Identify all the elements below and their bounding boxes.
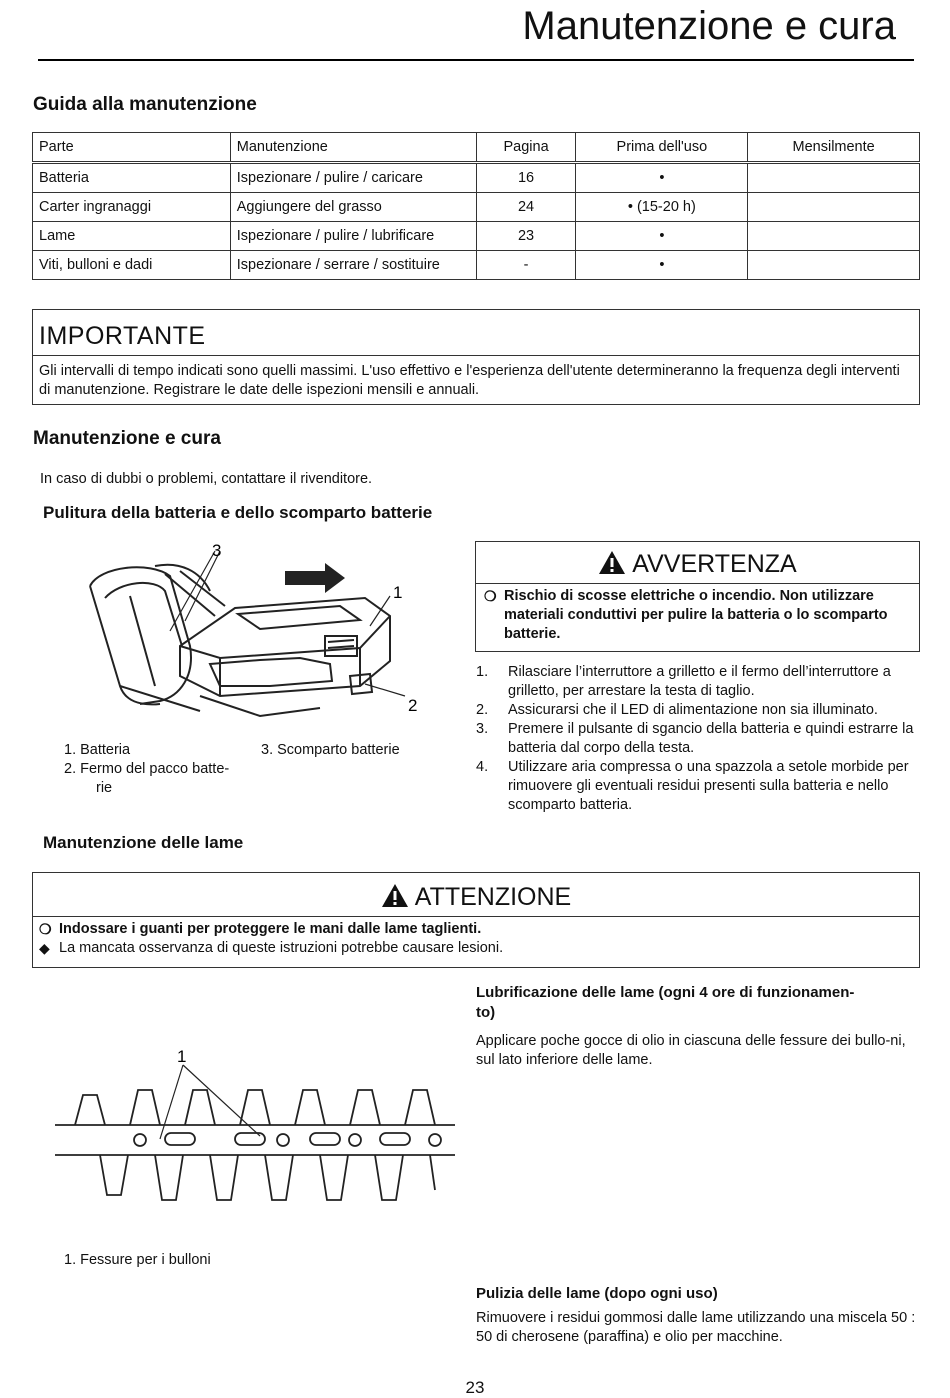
table-cell xyxy=(748,193,920,222)
list-item: 4. Utilizzare aria compressa o una spazzola a setole morbide per rimuovere gli eventuali residui presenti sulla batteria e nello scomparto batteria. xyxy=(476,759,909,813)
table-cell: 24 xyxy=(476,193,576,222)
table-row xyxy=(33,251,920,280)
table-cell: 16 xyxy=(476,163,576,193)
battery-steps xyxy=(476,663,920,815)
blade-figure xyxy=(55,1040,455,1230)
warning-title: AVVERTENZA xyxy=(632,550,797,578)
caption-battery: 1. Batteria xyxy=(64,742,131,758)
table-cell: • xyxy=(576,163,748,193)
caption-bolt-slots: 1. Fessure per i bulloni xyxy=(64,1252,211,1268)
caption-latch-cont: rie xyxy=(96,780,113,796)
table-cell: • xyxy=(576,222,748,251)
list-item xyxy=(39,920,913,939)
table-header-row xyxy=(33,133,920,163)
page-title: Manutenzione e cura xyxy=(522,4,896,48)
table-cell: • xyxy=(576,251,748,280)
care-heading: Manutenzione e cura xyxy=(33,428,221,449)
diamond-bullet-icon: ◆ xyxy=(39,940,50,956)
blades-heading: Manutenzione delle lame xyxy=(43,833,244,852)
warning-text: Rischio di scosse elettriche o incendio. Non utilizzare materiali conduttivi per pulire la batteria o lo scomparto batterie. xyxy=(504,588,888,642)
warning-triangle-icon xyxy=(598,550,626,575)
caution-triangle-icon xyxy=(381,883,409,908)
column-header: Mensilmente xyxy=(748,133,920,163)
figure-label-slots: 1 xyxy=(177,1047,187,1066)
circle-bullet-icon: ❍ xyxy=(484,588,497,604)
caution-box xyxy=(32,872,920,968)
column-header: Prima dell'uso xyxy=(576,133,748,163)
table-cell: • (15-20 h) xyxy=(576,193,748,222)
table-cell: Aggiungere del grasso xyxy=(230,193,476,222)
maintenance-table xyxy=(32,132,920,280)
caption-latch: 2. Fermo del pacco batte- xyxy=(64,761,230,777)
important-box xyxy=(32,309,920,405)
table-cell: Lame xyxy=(33,222,231,251)
column-header: Parte xyxy=(33,133,231,163)
care-intro: In caso di dubbi o problemi, contattare il rivenditore. xyxy=(40,471,373,487)
table-cell xyxy=(748,251,920,280)
table-cell: Viti, bulloni e dadi xyxy=(33,251,231,280)
lube-heading: Lubrificazione delle lame (ogni 4 ore di funzionamen- to) xyxy=(476,984,855,1021)
clean-text: Rimuovere i residui gommosi dalle lame utilizzando una miscela 50 : 50 di cherosene (paraffina) e olio per macchine. xyxy=(476,1310,916,1345)
column-header: Manutenzione xyxy=(230,133,476,163)
battery-heading: Pulitura della batteria e dello scomparto batterie xyxy=(43,503,433,522)
caution-bullet-1: Indossare i guanti per proteggere le mani dalle lame taglienti. xyxy=(59,921,482,937)
caution-bullet-2: La mancata osservanza di queste istruzioni potrebbe causare lesioni. xyxy=(59,940,504,956)
caption-compartment: 3. Scomparto batterie xyxy=(261,742,400,758)
table-cell: - xyxy=(476,251,576,280)
guide-heading: Guida alla manutenzione xyxy=(33,94,257,115)
list-item xyxy=(39,939,913,958)
table-row xyxy=(33,222,920,251)
table-cell xyxy=(748,163,920,193)
caution-title: ATTENZIONE xyxy=(414,883,572,911)
warning-box xyxy=(475,541,920,652)
figure-label-2: 2 xyxy=(408,696,418,715)
table-cell: Carter ingranaggi xyxy=(33,193,231,222)
column-header: Pagina xyxy=(476,133,576,163)
list-item: 3. Premere il pulsante di sgancio della batteria e quindi estrarre la batteria dal corpo della testa. xyxy=(476,721,914,756)
circle-bullet-icon: ❍ xyxy=(39,921,52,937)
table-row xyxy=(33,193,920,222)
table-cell: Ispezionare / pulire / lubrificare xyxy=(230,222,476,251)
figure-label-1: 1 xyxy=(393,583,403,602)
important-title: IMPORTANTE xyxy=(39,322,206,350)
battery-figure xyxy=(60,536,460,726)
important-text: Gli intervalli di tempo indicati sono quelli massimi. L'uso effettivo e l'esperienza dell'utente determineranno la frequenza degli interventi di manutenzione. Registrare le date delle ispezioni mensili e annuali. xyxy=(39,363,900,398)
table-cell xyxy=(748,222,920,251)
title-rule xyxy=(38,59,914,61)
table-row xyxy=(33,163,920,193)
list-item: 2. Assicurarsi che il LED di alimentazione non sia illuminato. xyxy=(476,702,878,718)
table-cell: Ispezionare / pulire / caricare xyxy=(230,163,476,193)
clean-heading: Pulizia delle lame (dopo ogni uso) xyxy=(476,1285,718,1302)
figure-label-3: 3 xyxy=(212,541,222,560)
list-item: 1. Rilasciare l’interruttore a grilletto e il fermo dell’interruttore a grilletto, per arrestare la testa di taglio. xyxy=(476,664,891,699)
table-cell: 23 xyxy=(476,222,576,251)
page-number: 23 xyxy=(465,1378,485,1397)
table-cell: Ispezionare / serrare / sostituire xyxy=(230,251,476,280)
lube-text: Applicare poche gocce di olio in ciascuna delle fessure dei bullo-ni, sul lato inferiore delle lame. xyxy=(476,1033,906,1068)
table-cell: Batteria xyxy=(33,163,231,193)
